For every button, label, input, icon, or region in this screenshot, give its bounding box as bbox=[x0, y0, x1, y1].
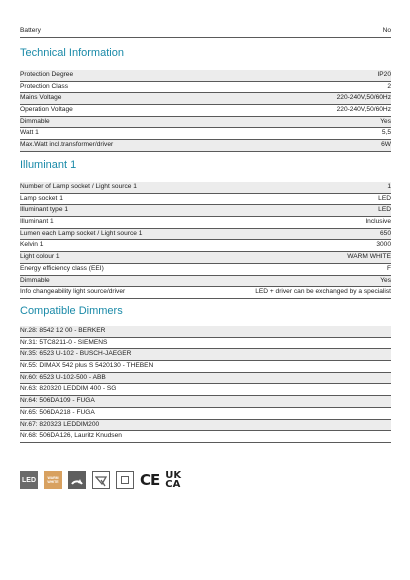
row-value: 3000 bbox=[376, 241, 391, 249]
dimmer-label: Nr.68: 506DA126, Lauritz Knudsen bbox=[20, 432, 122, 440]
table-row bbox=[20, 70, 391, 82]
hand-tool-icon bbox=[95, 474, 108, 487]
dimmer-label: Nr.65: 506DA218 - FUGA bbox=[20, 408, 95, 416]
dimmer-label: Nr.31: 5TC8211-0 - SIEMENS bbox=[20, 338, 108, 346]
dimmable-arc-icon bbox=[70, 473, 84, 487]
row-label: Energy efficiency class (EEI) bbox=[20, 264, 104, 272]
dimmer-label: Nr.35: 6523 U-102 - BUSCH-JAEGER bbox=[20, 350, 132, 358]
led-icon-label: LED bbox=[22, 476, 36, 484]
row-label: Mains Voltage bbox=[20, 94, 62, 102]
warm-white-icon bbox=[44, 471, 62, 489]
battery-section bbox=[20, 26, 391, 38]
dimmer-label: Nr.55: DIMAX 542 plus S 5420130 - THEBEN bbox=[20, 362, 154, 370]
row-label: Lumen each Lamp socket / Light source 1 bbox=[20, 229, 143, 237]
row-label: Dimmable bbox=[20, 117, 50, 125]
row-value: WARM WHITE bbox=[347, 253, 391, 261]
technical-information-heading: Technical Information bbox=[20, 47, 124, 59]
row-value: 6W bbox=[381, 141, 391, 149]
row-value: 650 bbox=[379, 229, 391, 237]
row-label: Light colour 1 bbox=[20, 253, 60, 261]
row-value: No bbox=[382, 27, 391, 34]
table-row bbox=[20, 276, 391, 288]
row-value: 220-240V,50/60Hz bbox=[336, 94, 391, 102]
table-row bbox=[20, 252, 391, 264]
list-item bbox=[20, 384, 391, 396]
row-label: Battery bbox=[20, 27, 41, 34]
row-value: LED bbox=[378, 194, 391, 202]
list-item bbox=[20, 420, 391, 432]
table-row bbox=[20, 240, 391, 252]
ukca-mark-icon bbox=[165, 471, 181, 489]
list-item bbox=[20, 338, 391, 350]
list-item bbox=[20, 373, 391, 385]
table-row bbox=[20, 182, 391, 194]
list-item bbox=[20, 349, 391, 361]
table-row bbox=[20, 205, 391, 217]
table-row bbox=[20, 117, 391, 129]
compatible-dimmers-heading: Compatible Dimmers bbox=[20, 305, 123, 317]
table-row bbox=[20, 229, 391, 241]
row-value: 2 bbox=[387, 82, 391, 90]
row-value: IP20 bbox=[377, 71, 391, 78]
row-value: 1 bbox=[387, 183, 391, 190]
row-label: Dimmable bbox=[20, 276, 50, 284]
table-row bbox=[20, 128, 391, 140]
warm-white-line1: WARM bbox=[47, 476, 59, 480]
list-item bbox=[20, 431, 391, 443]
row-value: Yes bbox=[380, 276, 391, 284]
warm-white-line2: WHITE bbox=[47, 480, 59, 484]
row-value: LED + driver can be exchanged by a specialist bbox=[255, 288, 391, 296]
row-label: Illuminant type 1 bbox=[20, 206, 69, 214]
dimmable-icon bbox=[68, 471, 86, 489]
table-row bbox=[20, 194, 391, 206]
illuminant-table bbox=[20, 182, 391, 299]
row-value: LED bbox=[378, 206, 391, 214]
ce-mark-icon: CE bbox=[140, 471, 160, 489]
ukca-line2: CA bbox=[165, 479, 181, 490]
list-item bbox=[20, 326, 391, 338]
row-label: Info changeability light source/driver bbox=[20, 288, 126, 296]
list-item bbox=[20, 408, 391, 420]
ukca-line1: UK bbox=[165, 470, 182, 481]
dimmer-label: Nr.64: 506DA109 - FUGA bbox=[20, 397, 95, 405]
technical-information-table bbox=[20, 70, 391, 152]
row-label: Max.Watt incl.transformer/driver bbox=[20, 141, 114, 149]
protection-class-2-icon bbox=[116, 471, 134, 489]
list-item bbox=[20, 396, 391, 408]
table-row bbox=[20, 82, 391, 94]
row-value: Yes bbox=[380, 117, 391, 125]
certification-icons bbox=[20, 468, 181, 492]
led-icon bbox=[20, 471, 38, 489]
list-item bbox=[20, 361, 391, 373]
row-label: Protection Class bbox=[20, 82, 69, 90]
row-value: F bbox=[386, 264, 391, 272]
dimmer-label: Nr.28: 8542 12 00 - BERKER bbox=[20, 327, 106, 334]
compatible-dimmers-list bbox=[20, 326, 391, 443]
row-label: Watt 1 bbox=[20, 129, 39, 137]
table-row bbox=[20, 93, 391, 105]
driver-exchangeable-icon bbox=[92, 471, 110, 489]
row-label: Lamp socket 1 bbox=[20, 194, 63, 202]
row-label: Illuminant 1 bbox=[20, 218, 54, 226]
table-row bbox=[20, 105, 391, 117]
row-value: Inclusive bbox=[365, 218, 391, 226]
row-label: Number of Lamp socket / Light source 1 bbox=[20, 183, 137, 190]
row-value: 220-240V,50/60Hz bbox=[336, 106, 391, 114]
row-label: Kelvin 1 bbox=[20, 241, 44, 249]
row-label: Operation Voltage bbox=[20, 106, 73, 114]
row-label: Protection Degree bbox=[20, 71, 74, 78]
table-row bbox=[20, 264, 391, 276]
dimmer-label: Nr.67: 820323 LEDDIM200 bbox=[20, 420, 100, 428]
table-row bbox=[20, 287, 391, 299]
table-row bbox=[20, 140, 391, 152]
row-value: 5,5 bbox=[381, 129, 391, 137]
dimmer-label: Nr.60: 6523 U-102-500 - ABB bbox=[20, 373, 106, 381]
table-row bbox=[20, 217, 391, 229]
illuminant-heading: Illuminant 1 bbox=[20, 159, 77, 171]
dimmer-label: Nr.63: 820320 LEDDIM 400 - SG bbox=[20, 385, 117, 393]
battery-row bbox=[20, 26, 391, 38]
double-square-inner bbox=[121, 476, 129, 484]
